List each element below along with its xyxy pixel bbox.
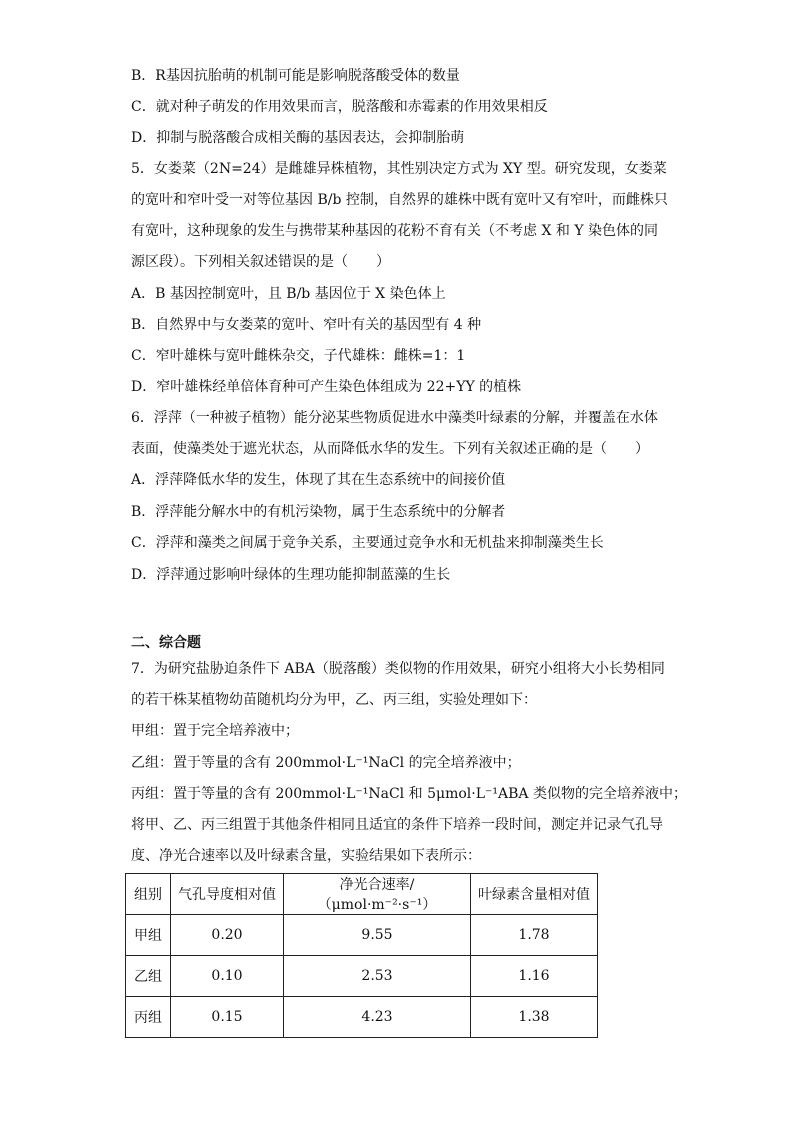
table-row bbox=[126, 956, 598, 997]
q7-group-b: 乙组：置于等量的含有 200mmol·L⁻¹NaCl 的完全培养液中； bbox=[131, 755, 521, 771]
section-title: 二、综合题 bbox=[131, 635, 201, 651]
table-row bbox=[126, 915, 598, 956]
table-cell: 1.16 bbox=[471, 956, 598, 997]
q4-option-b: B．R基因抗胎萌的机制可能是影响脱落酸受体的数量 bbox=[131, 68, 460, 84]
table-cell: 0.10 bbox=[171, 956, 284, 997]
q7-after-line: 度、净光合速率以及叶绿素含量，实验结果如下表所示： bbox=[131, 848, 481, 864]
q6-option-a: A．浮萍降低水华的发生，体现了其在生态系统中的间接价值 bbox=[131, 472, 506, 488]
table-cell: 1.38 bbox=[471, 997, 598, 1038]
table-cell: 0.20 bbox=[171, 915, 284, 956]
table-cell: 0.15 bbox=[171, 997, 284, 1038]
q6-stem-line: 表面，使藻类处于遮光状态，从而降低水华的发生。下列有关叙述正确的是（ ） bbox=[131, 441, 649, 457]
table-cell: 2.53 bbox=[284, 956, 471, 997]
header-chlorophyll: 叶绿素含量相对值 bbox=[471, 874, 598, 915]
q5-stem-line: 源区段）。下列相关叙述错误的是（ ） bbox=[131, 254, 390, 270]
q6-option-c: C．浮萍和藻类之间属于竞争关系，主要通过竞争水和无机盐来抑制藻类生长 bbox=[131, 535, 604, 551]
q5-stem-line: 的宽叶和窄叶受一对等位基因 B/b 控制，自然界的雄株中既有宽叶又有窄叶，而雌株只 bbox=[131, 192, 668, 208]
q6-option-d: D．浮萍通过影响叶绿体的生理功能抑制蓝藻的生长 bbox=[131, 567, 451, 583]
q5-option-b: B．自然界中与女娄菜的宽叶、窄叶有关的基因型有 4 种 bbox=[131, 317, 482, 333]
table-cell: 1.78 bbox=[471, 915, 598, 956]
header-group: 组别 bbox=[126, 874, 171, 915]
table-cell: 丙组 bbox=[126, 997, 171, 1038]
header-net-photosynthesis: 净光合速率/（μmol·m⁻²·s⁻¹） bbox=[284, 874, 471, 915]
table-header-row bbox=[126, 874, 598, 915]
q6-option-b: B．浮萍能分解水中的有机污染物，属于生态系统中的分解者 bbox=[131, 504, 506, 520]
q6-stem-line: 6．浮萍（一种被子植物）能分泌某些物质促进水中藻类叶绿素的分解，并覆盖在水体 bbox=[131, 410, 658, 426]
q7-group-a: 甲组：置于完全培养液中； bbox=[131, 723, 299, 739]
q5-stem-line: 5．女娄菜（2N=24）是雌雄异株植物，其性别决定方式为 XY 型。研究发现，女娄菜 bbox=[131, 161, 667, 177]
q5-option-d: D．窄叶雄株经单倍体育种可产生染色体组成为 22+YY 的植株 bbox=[131, 379, 522, 395]
q7-after-line: 将甲、乙、丙三组置于其他条件相同且适宜的条件下培养一段时间，测定并记录气孔导 bbox=[131, 817, 663, 833]
table-cell: 甲组 bbox=[126, 915, 171, 956]
q5-stem-line: 有宽叶，这种现象的发生与携带某种基因的花粉不育有关（不考虑 X 和 Y 染色体的同 bbox=[131, 223, 659, 239]
table-row bbox=[126, 997, 598, 1038]
q7-stem-line: 7．为研究盐胁迫条件下 ABA（脱落酸）类似物的作用效果，研究小组将大小长势相同 bbox=[131, 661, 665, 677]
table-cell: 4.23 bbox=[284, 997, 471, 1038]
q4-option-d: D．抑制与脱落酸合成相关酶的基因表达，会抑制胎萌 bbox=[131, 130, 465, 146]
q4-option-c: C．就对种子萌发的作用效果而言，脱落酸和赤霉素的作用效果相反 bbox=[131, 99, 548, 115]
results-table bbox=[125, 873, 598, 1038]
q7-group-c: 丙组：置于等量的含有 200mmol·L⁻¹NaCl 和 5μmol·L⁻¹ABA 类似物的完全培养液中； bbox=[131, 786, 687, 802]
q5-option-a: A．B 基因控制宽叶，且 B/b 基因位于 X 染色体上 bbox=[131, 286, 446, 302]
table-cell: 9.55 bbox=[284, 915, 471, 956]
header-stomatal-conductance: 气孔导度相对值 bbox=[171, 874, 284, 915]
q5-option-c: C．窄叶雄株与宽叶雌株杂交，子代雄株：雌株=1：1 bbox=[131, 348, 466, 364]
table-cell: 乙组 bbox=[126, 956, 171, 997]
q7-stem-line: 的若干株某植物幼苗随机均分为甲，乙、丙三组，实验处理如下： bbox=[131, 692, 537, 708]
